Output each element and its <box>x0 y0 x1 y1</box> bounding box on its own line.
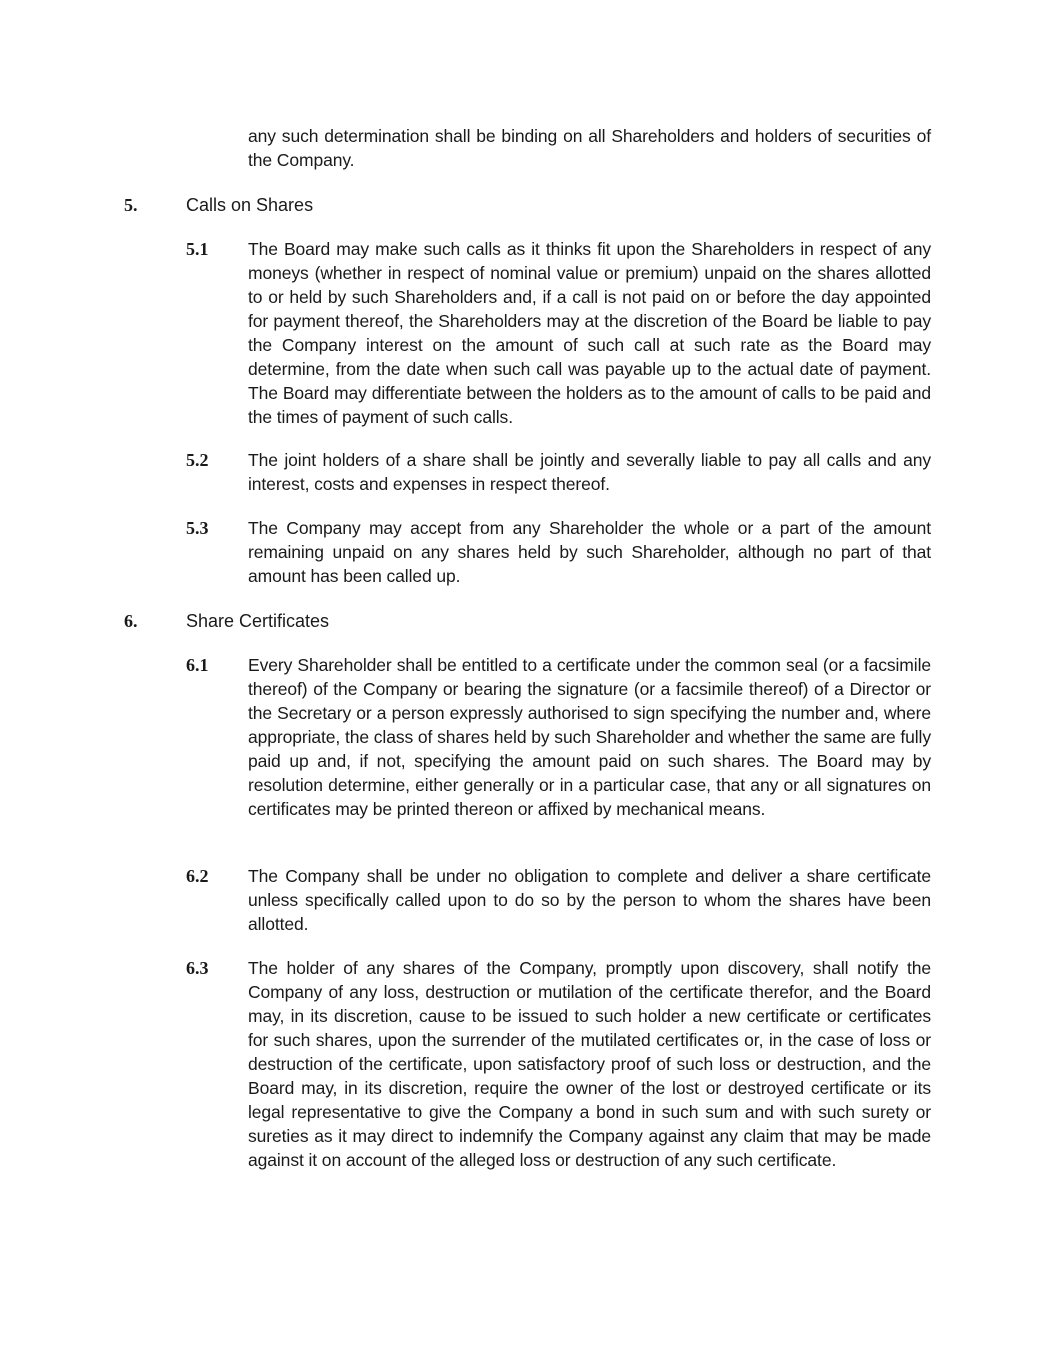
clause-number: 5.3 <box>186 518 209 538</box>
clause-number: 5.1 <box>186 239 209 259</box>
clause-number: 6.3 <box>186 958 209 978</box>
section-title: Calls on Shares <box>186 195 314 215</box>
clause-number: 6.1 <box>186 655 209 675</box>
section-number: 6. <box>124 611 138 631</box>
clause-text: The Company shall be under no obligation to complete and deliver a share certificate unless specifically called upon to do so by the person to whom the shares have been allotted. <box>248 866 931 934</box>
continuation-paragraph: any such determination shall be binding on all Shareholders and holders of securities of the Company. <box>248 126 931 170</box>
clause-text: The Board may make such calls as it thinks fit upon the Shareholders in respect of any moneys (whether in respect of nominal value or premium) unpaid on the shares allotted to or held by such Shareholders and, if a call is not paid on or before the day appointed for payment thereof, the Shareholders may at the discretion of the Board be liable to pay the Company interest on the amount of such call at such rate as the Board may determine, from the date when such call was payable up to the actual date of payment. The Board may differentiate between the holders as to the amount of calls to be paid and the times of payment of such calls. <box>248 239 931 427</box>
section-title: Share Certificates <box>186 611 330 631</box>
clause-number: 5.2 <box>186 450 209 470</box>
clause-text: The joint holders of a share shall be jointly and severally liable to pay all calls and any interest, costs and expenses in respect thereof. <box>248 450 931 494</box>
clause-text: Every Shareholder shall be entitled to a certificate under the common seal (or a facsimile thereof) of the Company or bearing the signature (or a facsimile thereof) of a Director or the Secretary or a person expressly authorised to sign specifying the number and, where appropriate, the class of shares held by such Shareholder and whether the same are fully paid up and, if not, specifying the amount paid on such shares. The Board may by resolution determine, either generally or in a particular case, that any or all signatures on certificates may be printed thereon or affixed by mechanical means. <box>248 655 931 819</box>
clause-number: 6.2 <box>186 866 209 886</box>
clause-text: The Company may accept from any Shareholder the whole or a part of the amount remaining unpaid on any shares held by such Shareholder, although no part of that amount has been called up. <box>248 518 931 586</box>
section-number: 5. <box>124 195 138 215</box>
clause-text: The holder of any shares of the Company, promptly upon discovery, shall notify the Company of any loss, destruction or mutilation of the certificate therefor, and the Board may, in its discretion, cause to be issued to such holder a new certificate or certificates for such shares, upon the surrender of the mutilated certificates or, in the case of loss or destruction of the certificate, upon satisfactory proof of such loss or destruction, and the Board may, in its discretion, require the owner of the lost or destroyed certificate or its legal representative to give the Company a bond in such sum and with such surety or sureties as it may direct to indemnify the Company against any claim that may be made against it on account of the alleged loss or destruction of any such certificate. <box>248 958 931 1170</box>
